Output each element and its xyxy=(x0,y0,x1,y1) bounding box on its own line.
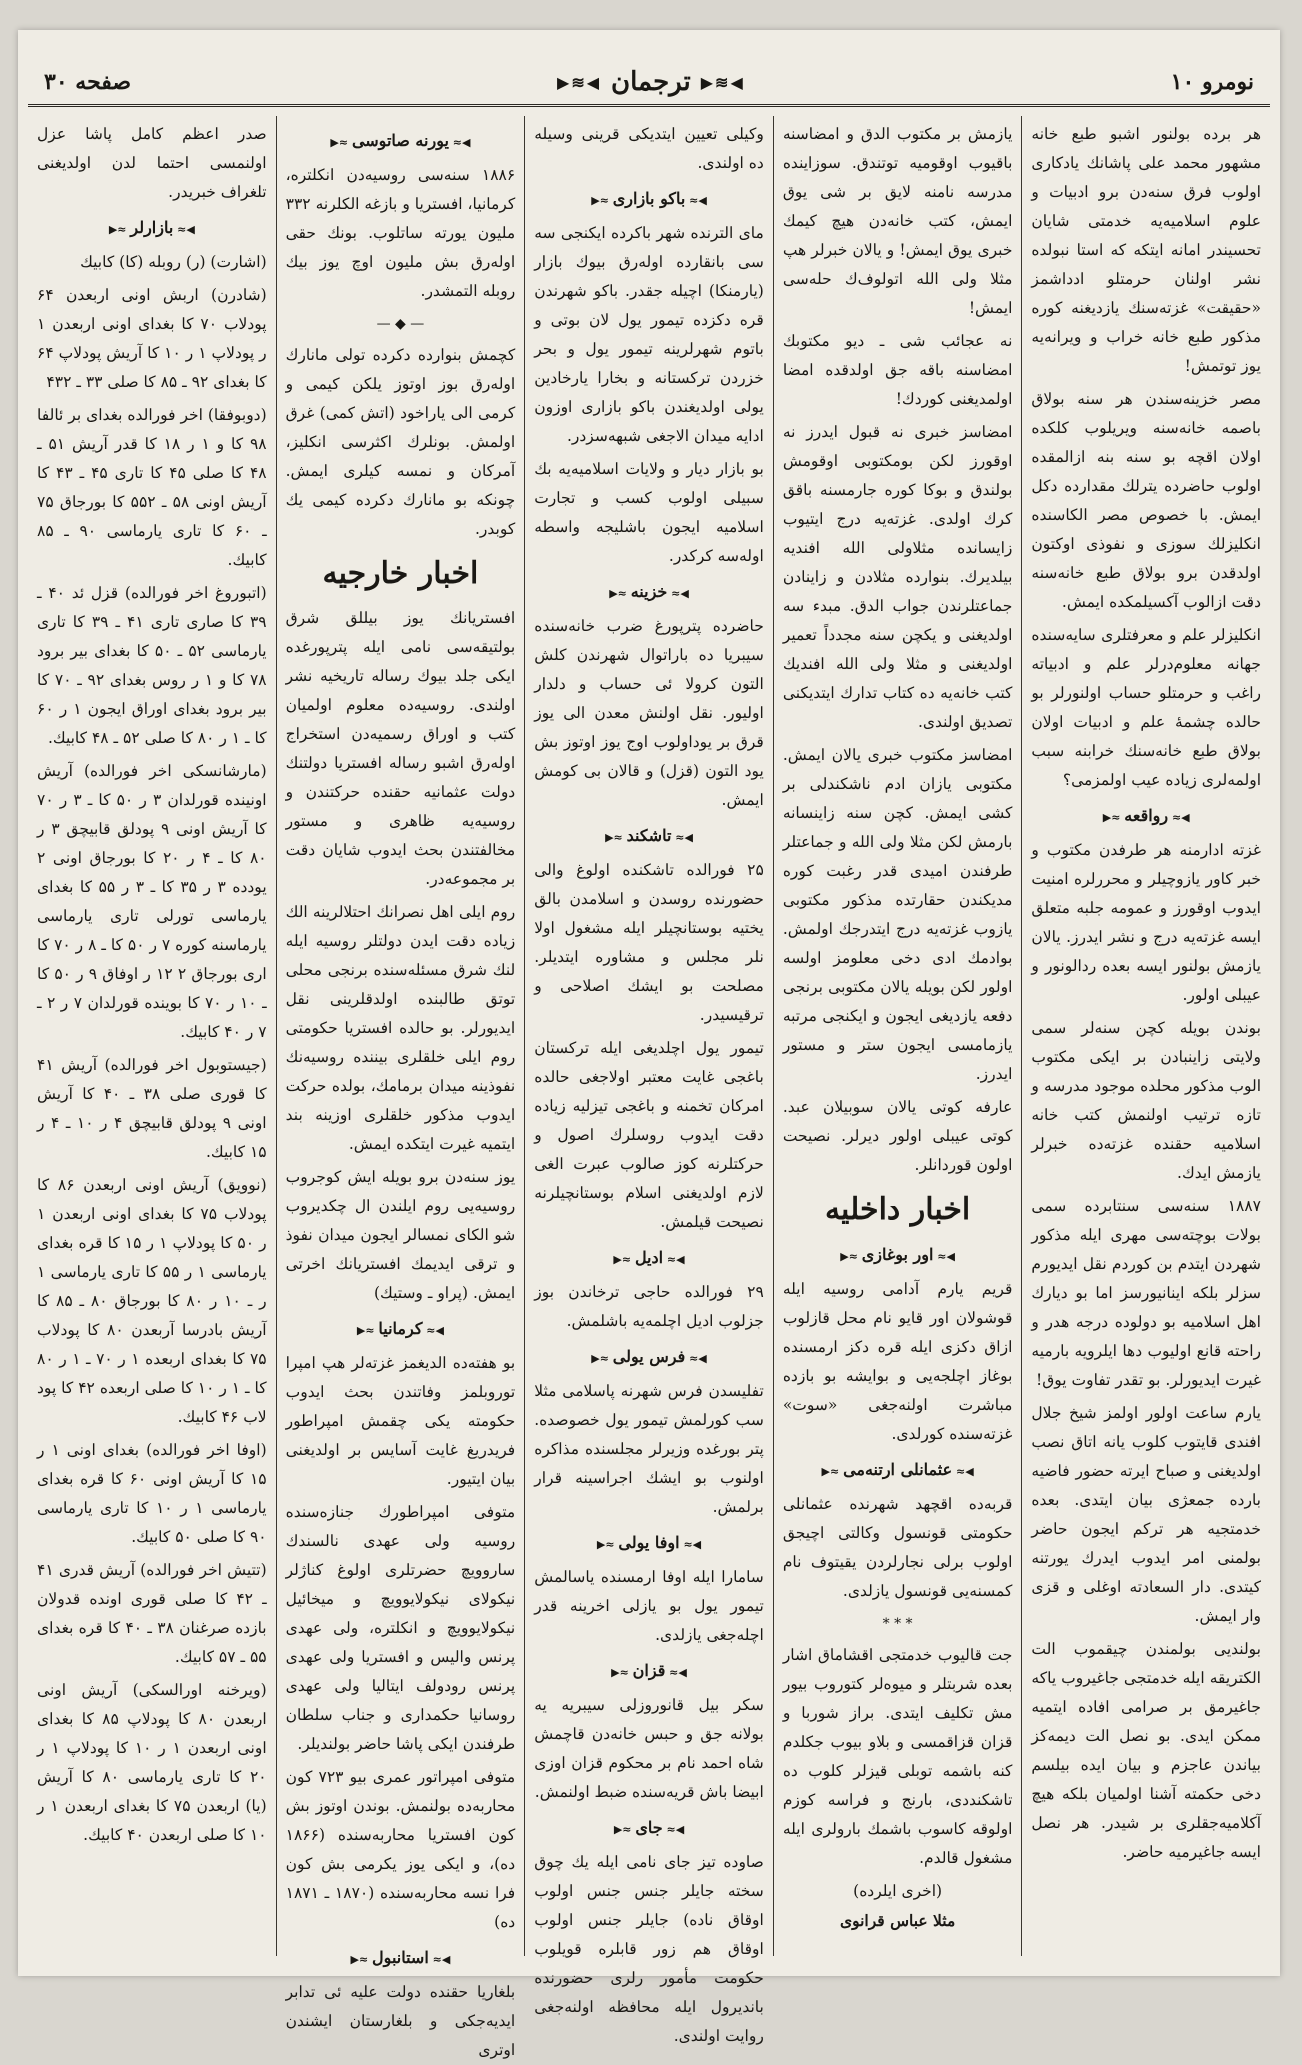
section-heading: ◀≈ جای ≈▶ xyxy=(534,1813,764,1844)
article-paragraph: بلغاریا حقنده دولت علیه ئی تدابر ایدیه‌جكی و بلغارستان ایشندن اوتری xyxy=(285,1983,516,2059)
section-heading: ◀≈ بازارلر ≈▶ xyxy=(37,213,267,244)
page-number: صفحه ۳۰ xyxy=(44,69,132,95)
article-paragraph: امضاسز مكتوب خبری یالان ایمش. مكتوبی یازان ادم ناشكندلی بر كشی ایمش. كچن سنه زاینسانه بارمش لكن مثلا ولی الله و جماعتلر طرفندن امیدی قدر رغبت كوره مدیكندن حقارتده مذكور مكتوبی یازوب غزته‌یه درج ایتدرجك اولمش. بوادمك ادی دخی معلومز اولسه اولور لكن بویله یالان مكتوبی برنجی دفعه یازدیغی ایجون و ایكنجی مرتبه یازمامسی ایجون ستر و مستور ایدرز. xyxy=(782,746,1013,1083)
column-5 xyxy=(28,116,276,1956)
section-heading: ◀≈ خزینه ≈▶ xyxy=(534,577,764,608)
article-paragraph: وكیلی تعیین ایتدیكی قرینی وسیله ده اولندی. xyxy=(534,125,764,172)
article-paragraph: افستریانك یوز بیللق شرق بولتیقه‌سی نامی ایله پترپورغده ایكی جلد بیوك رساله تاریخیه نشر اولندی. روسیه‌ده معلوم اولمیان كتب و اوراق رسمیه‌دن استخراج اوله‌رق اشبو رساله افستریا دولتنك دولت عثمانیه حقنده حركتندن و روسیه‌یه ظاهری و مستور مخالفتندن بحث ایدوب شایان دقت بر مجموعه‌در. xyxy=(285,609,516,888)
article-paragraph: یارم ساعت اولور اولمز شیخ جلال افندی قایتوب كلوب یانه اتاق نصب اولدیغنی و صباح ایرته حضور فاضیه بارده جمعژی بیان ایتدی. بعده خدمتجیه هر تركم ایجون حاضر بولمنی امر ایدوب ایدرك یورتنه كیتدی. دار السعادته اوغلی و قزی وار ایمش. xyxy=(1031,1404,1261,1625)
article-paragraph: ۱۸۸۶ سنه‌سی روسیه‌دن انكلتره، كرمانیا، افستریا و بازغه الكلرنه ۳۳۲ ملیون یورته ساتلوب. بونك حقی اوله‌رق بش ملیون اوچ یوز بیك روبله التمشدر. xyxy=(285,166,516,300)
ornament-icon: ◀≋▶ xyxy=(557,72,602,92)
column-1 xyxy=(1021,116,1270,1956)
market-entry: (مارشانسكی اخر فورالده) آریش اونینده قورلدان ۳ ر ۵۰ كا ـ ۳ ر ۷۰ كا آریش اونی ۹ پودلق قابیچق ۳ ر ۸۰ كا ـ ۴ ر ۲۰ كا بورجاق اونی ۲ یودده ۳ ر ۳۵ كا ـ ۳ ر ۵۵ كا بغدای یارماسی تورلی تاری یارماسی یارماسنه كوره ۷ ر ۵۰ كا ـ ۸ ر ۷۰ كا اری بورجاق ۲ ۱۲ ر اوفاق ۹ ر ۵۰ كا ـ ۱۰ ر ۷۰ كا بوینده قورلدان ۷ ر ۲ ـ ۷ ر ۴۰ كابیك. xyxy=(37,762,267,1041)
newspaper-name: ترجمان xyxy=(611,67,691,97)
article-paragraph: هر برده بولنور اشبو طبع خانه مشهور محمد علی پاشانك یادكاری اولوب فرق سنه‌دن برو ادبیات و علوم اسلامیه‌یه خدمتی شایان تحسیندر امانه ایتكه كه استا نبولده نشر اولنان حرمتلو ادداشمز «حقیقت» غزته‌سنك یازدیغنه كوره مذكور طبع خانه خراب و ویرانه‌یه یوز توتمش! xyxy=(1031,125,1261,375)
section-heading: ◀≈ قزان ≈▶ xyxy=(534,1656,764,1687)
column-4 xyxy=(276,116,525,2059)
article-paragraph: بوندن بویله كچن سنه‌لر سمی ولایتی زاینبادن بر ایكی مكتوب الوب مذكور محلده موجود مدرسه و تازه ترتیب اولنمش كتب خانه اسلامیه حقنده غزته‌ده خبرلر یازمش ایدك. xyxy=(1031,1019,1261,1182)
market-entry: (تتیش اخر فورالده) آریش قدری ۴۱ ـ ۴۲ كا صلی قوری اونده قدولان بازده صرغنان ۳۸ ـ ۴۰ كا قره بغدای ۵۵ ـ ۵۷ كابیك. xyxy=(37,1561,267,1666)
article-paragraph: صاوده تیز جای نامی ایله یك چوق سخته جایلر جنس جنس اولوب اوقاق ناده) جایلر جنس اولوب اوقاق هم زور قابلره قویلوب حكومت مأمور رلری حضورنده باندیرول ایله محافظه اولنه‌جغی روایت اولندی. xyxy=(534,1853,764,2045)
author-signature: مثلا عباس قرانوی xyxy=(839,1911,956,1930)
article-paragraph: سكر بیل قانوروزلی سیبریه یه بولانه جق و حبس خانه‌دن قاچمش شاه احمد نام بر محكوم قزان اوزی ابیضا باش قریه‌سنده ضبط اولنمش. xyxy=(534,1696,764,1801)
article-paragraph: عارفه كوتی یالان سوبیلان عبد. كوتی عیبلی اولور دیرلر. نصیحت اولون قوردانلر. xyxy=(782,1098,1013,1174)
article-paragraph: متوفی امپراطورك جنازه‌سنده روسیه ولی عهدی نالسندك ساروویچ حضرتلری اولوغ كناژلر نیكولای نیكولایوویچ و میخائیل نیكولایوویچ و انكلتره، ولی عهدی پرنس والیس و افستریا ولی عهدی پرنس رودولف ایتالیا ولی عهدی روسانیا حكمداری و جناب سلطان طرفندن ایكی پاشا حاضر بولندیلر. xyxy=(285,1503,516,1753)
columns-container xyxy=(28,116,1270,2059)
article-paragraph: انكلیزلر علم و معرفتلری سایه‌سنده جهانه معلوم‌درلر علم و ادبیاته راغب و حرمتلو حساب اولنورلر بو حالده چشمهٔ علم و ادبیات اولان بولاق طبع خانه‌سنك خرابنه سبب اولمه‌لری زیاده عیب اولمزمی؟ xyxy=(1031,626,1261,789)
section-heading: ◀≈ عثمانلی ارتنه‌می ≈▶ xyxy=(783,1455,1013,1486)
market-entry: (نوویق) آریش اونی اربعدن ۸۶ كا پودلاب ۷۵ كا بغدای اونی اربعدن ۱ ر ۵۰ كا پودلاپ ۱ ر ۱۵ كا قره بغدای یارماسی ۱ ر ۵۵ كا تاری یارماسی ۱ ر ـ ۱۰ ر ۸۰ كا بورجاق ۸۰ ـ ۸۵ كا آریش بادرسا آربعدن ۸۰ كا پودلاب ۷۵ كا بغدای اربعده ۱ ر ۷۰ ـ ۱ ر ۸۰ كا ـ ۱ ر ۱۰ كا صلی اربعده ۴۲ كا پود لاب ۴۶ كابیك. xyxy=(37,1176,267,1426)
foreign-news-heading: اخبار خارجیه xyxy=(322,556,479,591)
market-entry: (جیستوبول اخر فورالده) آریش ۴۱ كا قوری صلی ۳۸ ـ ۴۰ كا آریش اونی ۹ پودلق قابیچق ۴ ر ۱۰ ـ ۴ ر ۱۵ كابیك. xyxy=(37,1056,267,1161)
continued-note: (اخری ایلرده) xyxy=(853,1882,943,1900)
article-paragraph: بو هفته‌ده الدیغمز غزته‌لر هپ امپرا توروبلمز وفاتندن بحث ایدوب حكومته یكی چقمش امپراطور فریدریغ غایت آسایس بر اولدیغنی بیان ایتیور. xyxy=(285,1354,516,1488)
article-paragraph: بولندیی بولمندن چیقموب الت الكتریقه ایله خدمتجی جاغیروب یاكه جاغیرمق بر صرامی افاده ایتمیه ممكن ایدی. بو نصل الت دیمه‌كز بیاندن عاجزم و بیان ایده بیلسم دخی حكمته آشنا اولمیان بلكه هیچ آكلامیه‌جقلری بر شیدر. هر نصل ایسه جاغیرمیه حاضر. xyxy=(1031,1640,1261,1861)
newspaper-title xyxy=(557,67,745,97)
section-heading: ◀≈ باكو بازاری ≈▶ xyxy=(534,184,764,215)
article-paragraph: متوفی امپراتور عمری بیو ۷۲۳ كون محاربه‌ده بولنمش. بوندن اوتوز بش كون افستریا محاربه‌سنده (۱۸۶۶ ده)، و ایكی یوز یكرمی بش كون فرا نسه محاربه‌سنده (۱۸۷۰ ـ ۱۸۷۱ ده) xyxy=(285,1768,516,1931)
market-entry: (دوبوفقا) اخر فورالده بغدای بر ئالفا ۹۸ كا و ۱ ر ۱۸ كا قدر آریش ۵۱ ـ ۴۸ كا صلی ۴۵ كا تاری ۴۵ ـ ۴۳ كا آریش اونی ۵۸ ـ ۵۵۲ كا بورجاق ۷۵ ـ ۶۰ كا تاری یارماسی ۹۰ ـ ۸۵ كابیك. xyxy=(37,406,267,569)
section-heading: ◀≈ اوفا یولی ≈▶ xyxy=(534,1528,764,1559)
section-heading: ◀≈ فرس یولی ≈▶ xyxy=(534,1342,764,1373)
article-paragraph: غزته ادارمنه هر طرفدن مكتوب و خبر كاور یازوچیلر و محرر‌لره امنیت ایدوب اوقورز و عمومه جلبه متعلق ایسه غزته‌یه درج و نشر ایدرز. یالان یازمش بولنور ایسه بعده ردالونور و عیبلی اولور. xyxy=(1031,841,1261,1004)
article-paragraph: قریم یارم آدامی روسیه ایله قوشولان اور قایو نام محل قازلوب ازاق دكزی ایله قره دكز ارمسنده بوغاز اچلجه‌یی و بوایشه بو بازده مباشرت اولنه‌جغی «سوت» غزته‌سنده كورلدی. xyxy=(782,1280,1013,1443)
article-paragraph: یازمش بر مكتوب الدق و امضاسنه باقیوب اوقومیه توتندق. سوزاینده مدرسه نامنه لایق بر شی یوق ایمش، كتب خانه‌دن هیچ كیمك خبری یوق ایمش! و یالان خبرلر هپ مثلا ولی الله اتولوف‌ك حله‌سی ایمش! xyxy=(782,125,1013,317)
newspaper-page xyxy=(18,30,1280,2059)
market-entry: (اشارت) (ر) روبله (كا) كابیك xyxy=(80,253,267,271)
article-paragraph: صدر اعظم كامل پاشا عزل اولنمسی احتما لدن اولدیغنی تلغراف خبریدر. xyxy=(37,125,267,201)
section-heading: ◀≈ تاشكند ≈▶ xyxy=(534,821,764,852)
article-paragraph: حاضرده پترپورغ ضرب خانه‌سنده سیبریا ده باراتوال شهرندن كلش التون كرولا ئی حساب و دلدار اولیور. نقل اولنش معدن الی یوز قرق بر یوداولوب اوج یوز اوتوز بش یود التون (قزل) و قالان بی كومش ایمش. xyxy=(534,617,764,809)
ornament-icon: ◀≋▶ xyxy=(700,72,745,92)
article-paragraph: سامارا ایله اوفا ارمسنده یاسالمش تیمور یول بو یازلی اخرینه قدر اچله‌جغی یازلدی. xyxy=(534,1568,764,1644)
market-entry: (شادرن) اربش اونی اربعدن ۶۴ پودلاب ۷۰ كا بغدای اونی اربعدن ۱ ر پودلاپ ۱ ر ۱۰ كا آریش پودلاپ ۶۴ كا بغدای ۹۲ ـ ۸۵ كا صلی ۳۳ ـ ۴۳۲ xyxy=(37,286,267,391)
section-heading: ◀≈ رواقعه ≈▶ xyxy=(1031,801,1261,832)
domestic-news-heading: اخبار داخلیه xyxy=(824,1192,971,1227)
section-heading: ◀≈ كرمانیا ≈▶ xyxy=(286,1314,516,1345)
article-paragraph: نه عجائب شی ـ دیو مكتوبك امضاسنه باقه جق اولدقده امضا اولمدیغنی كوردك! xyxy=(782,332,1013,408)
page-header xyxy=(28,60,1270,107)
article-paragraph: امضاسز خبری نه قبول ایدرز نه اوقورز لكن بومكتوبی اوقومش بولندق و بوكا كوره جارمسنه باقق كرك اولدی. غزته‌یه درج ایتیوب زایسانده مثلاولی الله افندیه بیلدیرك. بنوارده مثلادن و زاینادن جماعتلرندن جواب الدق. مبدء سه اولدیغنی و یكچن سنه مجدداً تعمیر اولدیغنی و مثلا ولی الله افندیك كتب خانه‌یه ده كتاب تدارك ایتدیكنی تصدیق اولندی. xyxy=(782,423,1013,731)
article-paragraph: بو بازار دیار و ولایات اسلامیه‌یه بك سبیلی اولوب كسب و تجارت اسلامیه ایجون باشلیجه واسطه اوله‌سه كركدر. xyxy=(534,460,764,565)
article-paragraph: یوز سنه‌دن برو بویله ایش كوجروب روسیه‌یی روم ایلندن ال چكدیروب شو الكای نمسالر ایجون میدان نفوذ و ترقی ایدیمك افستریانك اخرتی ایمش. (پراو ـ وستیك) xyxy=(285,1168,516,1302)
section-heading: ◀≈ ادیل ≈▶ xyxy=(534,1243,764,1274)
column-2 xyxy=(773,116,1022,1956)
section-heading: ◀≈ اور بوغازی ≈▶ xyxy=(783,1240,1013,1271)
article-paragraph: ۱۸۸۷ سنه‌سی سنتابرده سمی بولات بوچته‌سی مهری ایله مذكور شهردن ایتدم بن كوردم نقل ایدیورم سزلر بلكه اینانیورسز اما بو دیارك اهل اسلامیه بو دولوده درجه هدر و راحته قانع اولیوب دها ایلرویه بارمیه غیرت ایدیورلر. بو تقدر تفاوت یوق! xyxy=(1031,1197,1261,1389)
section-heading: ◀≈ یورنه صاتوسی ≈▶ xyxy=(286,126,516,157)
market-entry: (اتبوروغ اخر فورالده) قزل ئد ۴۰ ـ ۳۹ كا صاری تاری ۴۱ ـ ۳۹ كا تاری یارماسی ۵۲ ـ ۵۰ كا بغدای بیر برود ۷۸ كا و ۱ ر روس بغدای ۹۲ ـ ۷۰ كا بیر برود بغدای اوراق ایجون ۱ ر ۶۰ كا ـ ۱ ر ۸۰ كا صلی ۵۲ ـ ۴۸ كابیك. xyxy=(37,584,267,747)
issue-number: نومرو ۱۰ xyxy=(1170,69,1254,95)
article-paragraph: مصر خزینه‌سندن هر سنه بولاق باصمه خانه‌سنه ویریلوب كلكده اولان اقچه بو سنه بنه ازالمقده اولوب حاضرده یترلك مقدارده دكل ایمش. با خصوص مصر الكاسنده انكلیزلك سوزی و نفوذی اوكتون اولدقدن برو بولاق طبع خانه‌سنه دقت ازالوب آكسیلمكده ایمش. xyxy=(1031,390,1261,611)
article-paragraph: كچمش بنوارده دكرده تولی مانارك اوله‌رق بوز اوتوز یلكن كیمی و كرمی الی یاراخود (اتش كمی) غرق اولمش. بونلرك اكثرسی انكلیز، آمركان و نمسه كیلری ایمش. چونكه بو مانارك دكرده كیمی یك كوبدر. xyxy=(285,346,516,538)
article-paragraph: تفلیسدن فرس شهرنه پاسلامی مثلا سب كورلمش تیمور یول خصوصده. پتر بورغده وزیرلر مجلسنده مذاكره اولنوب بو ایشك اجراسینه قرار برلمش. xyxy=(534,1382,764,1516)
article-paragraph: تیمور یول اچلدیغی ایله تركستان باغجی غایت معتبر اولاجغی حالده امركان تخمنه و باغجی تیزلیه زیاده دقت ایدوب روسلرك اصول و حركتلرنه كوز صالوب عبرت الغی لازم اولدیغنی اسلام بوستانچیلرنه نصیحت قیلمش. xyxy=(534,1039,764,1231)
article-paragraph: مای الترنده شهر باكرده ایكنجی سه سی بانقارده اوله‌رق بیوك بازار (یارمنكا) اچیله جقدر. باكو شهرندن قره دكزده تیمور یول لان بوتی و باتوم شهرلرینه تیمور یول و بحر خزردن تركستانه و بخارا یارخادین یولی اولدیغندن باكو بازاری اوزون ادایه میدان الاجغی شبهه‌سزدر. xyxy=(534,224,764,445)
column-3 xyxy=(524,116,773,2045)
article-paragraph: ۲۹ فورالده حاجی ترخاندن بوز جزلوب ادیل اچلمه‌یه باشلمش. xyxy=(534,1283,764,1330)
market-entry: (اوفا اخر فورالده) بغدای اونی ۱ ر ۱۵ كا آریش اونی ۶۰ كا قره بغدای یارماسی ۱ ر ۱۰ كا تاری یارماسی ۹۰ كا صلی ۵۰ كابیك. xyxy=(37,1441,267,1546)
article-paragraph: ۲۵ فورالده تاشكنده اولوغ والی حضورنده روسدن و اسلامدن بالق یختیه بوستانچیلر ایله مشغول اولا نلر مجلس و مشاوره ایتدیلر. مصلحت بو ایشك اصلاحی و ترقیسیدر. xyxy=(534,861,764,1024)
article-paragraph: روم ایلی اهل نصرانك احتلالرینه الك زیاده دقت ایدن دولتلر روسیه ایله لنك شرق مسئله‌سنده برنجی محلی توتق طالبنده اولدقلرینی نقل ایدیورلر. بو حالده افستریا حكومتی روم ایلی خلقلری بیننده روسیه‌نك نفوذینه میدان برمامك، بولده حركت ایدوب مذكور خلقلری اوزینه بند ایتمیه غیرت ایتكده ایمش. xyxy=(285,903,516,1153)
market-entry: (ویرخنه اورالسكی) آریش اونی اربعدن ۸۰ كا پودلاپ ۸۵ كا بغدای اونی اربعدن ۱ ر ۱۰ كا پودلاپ ۱ ر ۲۰ كا تاری یارماسی ۸۰ كا آریش (یا) اربعدن ۷۵ كا بغدای اربعدن ۱ ر ۱۰ كا صلی اربعدن ۴۰ كابیك. xyxy=(37,1681,267,1844)
divider: — ◆ — xyxy=(376,316,425,332)
section-heading: ◀≈ استانبول ≈▶ xyxy=(286,1943,516,1974)
article-paragraph: جت قالیوب خدمتجی اقشاماق اشار بعده شربتلر و میوه‌لر كتوروب بیور مش تكلیف ایتدی. براز شوربا و قزان قزاقمسی و بلاو بیوب جكلدم كنه باشمه توبلی قیزلر كلوب ده تاشكنددی، بارنج و فراسه كوزم اولوقه كاسوب باشمك بارولری ایله مشغول قالدم. xyxy=(782,1646,1013,1867)
article-paragraph: قربه‌ده اقچهد شهرنده عثمانلی حكومتی قونسول وكالتی اچیجق اولوب برلی نجارلردن یقیتوف نام كمسنه‌یی قونسول یازلدی. xyxy=(782,1495,1013,1600)
divider: * * * xyxy=(882,1616,913,1632)
